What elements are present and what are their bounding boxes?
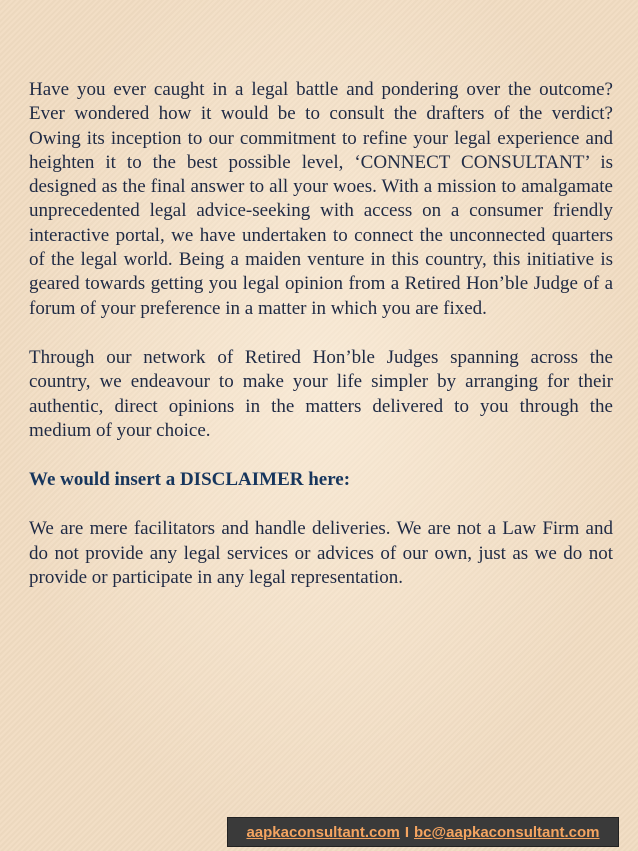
email-link[interactable]: bc@aapkaconsultant.com	[414, 823, 600, 841]
website-link[interactable]: aapkaconsultant.com	[246, 823, 400, 841]
footer-separator: I	[404, 823, 410, 841]
document-body	[29, 78, 613, 590]
disclaimer-text: We are mere facilitators and handle deliveries. We are not a Law Firm and do not provide any legal services or advices of our own, just as we do not provide or participate in any legal representation.	[29, 518, 613, 589]
intro-paragraph: Have you ever caught in a legal battle and pondering over the outcome? Ever wondered how it would be to consult the drafters of the verdict? Owing its inception to our commitment to refine your legal experience and heighten it to the best possible level, ‘CONNECT CONSULTANT’ is designed as the final answer to all your woes. With a mission to amalgamate unprecedented legal advice-seeking with access on a consumer friendly interactive portal, we have undertaken to connect the unconnected quarters of the legal world. Being a maiden venture in this country, this initiative is geared towards getting you legal opinion from a Retired Hon’ble Judge of a forum of your preference in a matter in which you are fixed.	[29, 79, 613, 319]
contact-footer	[227, 817, 619, 847]
disclaimer-heading: We would insert a DISCLAIMER here:	[29, 469, 351, 491]
network-paragraph: Through our network of Retired Hon’ble Judges spanning across the country, we endeavour to make your life simpler by arranging for their authentic, direct opinions in the matters delivered to you through the medium of your choice.	[29, 346, 613, 441]
